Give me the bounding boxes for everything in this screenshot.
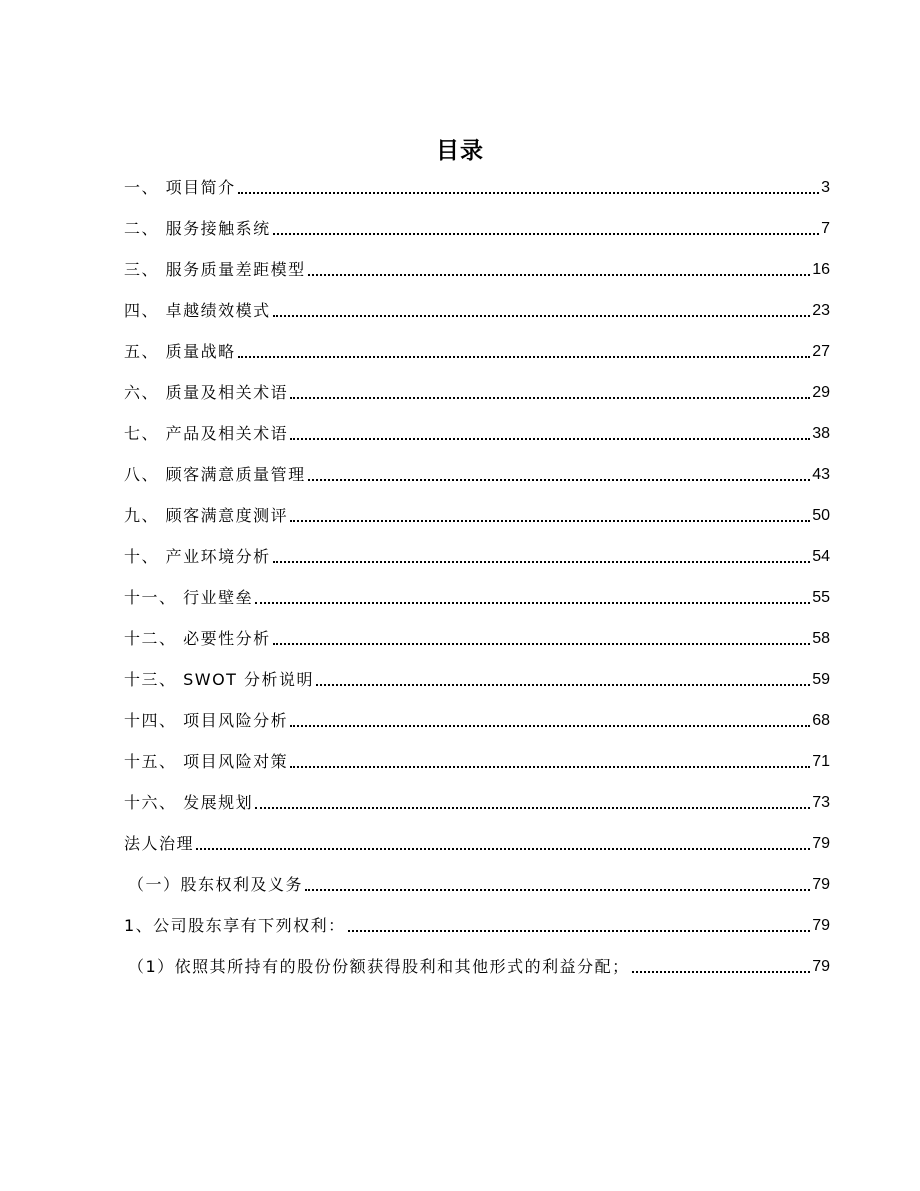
toc-entry[interactable] bbox=[124, 209, 830, 245]
toc-entry[interactable] bbox=[124, 332, 830, 368]
toc-entry-page: 38 bbox=[812, 425, 830, 442]
toc-entry-label: 1、公司股东享有下列权利： bbox=[124, 916, 346, 935]
toc-entry-number: 五、 bbox=[124, 342, 166, 361]
toc-entry-page: 71 bbox=[812, 753, 830, 770]
toc-entry[interactable] bbox=[124, 660, 830, 696]
toc-entry-label: 项目风险分析 bbox=[183, 711, 289, 730]
dot-leader bbox=[196, 847, 810, 850]
toc-entry-label: SWOT 分析说明 bbox=[183, 670, 315, 689]
toc-entry[interactable] bbox=[124, 701, 830, 737]
toc-entry-number: 十四、 bbox=[124, 711, 184, 730]
dot-leader bbox=[273, 232, 819, 235]
toc-entry-label: 服务接触系统 bbox=[165, 219, 271, 238]
toc-entry-page: 59 bbox=[812, 671, 830, 688]
toc-entry[interactable] bbox=[124, 414, 830, 450]
toc-entry-number: 四、 bbox=[124, 301, 166, 320]
toc-entry-label: （一）股东权利及义务 bbox=[128, 875, 304, 894]
document-title: 目录 bbox=[436, 138, 484, 165]
toc-entry-page: 55 bbox=[812, 589, 830, 606]
dot-leader bbox=[273, 560, 811, 563]
toc-entry-label: 必要性分析 bbox=[183, 629, 271, 648]
toc-entry[interactable] bbox=[124, 824, 830, 860]
dot-leader bbox=[290, 396, 810, 399]
toc-entry-number: 十一、 bbox=[124, 588, 184, 607]
toc-entry-number: 六、 bbox=[124, 383, 166, 402]
toc-entry-label: （1）依照其所持有的股份份额获得股利和其他形式的利益分配； bbox=[128, 957, 630, 976]
toc-entry-number: 二、 bbox=[124, 219, 166, 238]
toc-entry-page: 50 bbox=[812, 507, 830, 524]
toc-entry-page: 58 bbox=[812, 630, 830, 647]
toc-entry[interactable] bbox=[124, 496, 830, 532]
dot-leader bbox=[632, 970, 811, 973]
dot-leader bbox=[290, 765, 810, 768]
dot-leader bbox=[308, 273, 811, 276]
toc-entry[interactable] bbox=[124, 537, 830, 573]
toc-entry-label: 法人治理 bbox=[124, 834, 195, 853]
toc-entry-label: 产品及相关术语 bbox=[165, 424, 289, 443]
toc-entry-number: 八、 bbox=[124, 465, 166, 484]
toc-entry-page: 29 bbox=[812, 384, 830, 401]
toc-entry-number: 三、 bbox=[124, 260, 166, 279]
toc-entry[interactable] bbox=[128, 865, 830, 901]
toc-entry-label: 发展规划 bbox=[183, 793, 254, 812]
dot-leader bbox=[255, 601, 810, 604]
toc-entry-number: 十六、 bbox=[124, 793, 184, 812]
toc-entry[interactable] bbox=[124, 250, 830, 286]
dot-leader bbox=[290, 724, 810, 727]
toc-entry[interactable] bbox=[124, 742, 830, 778]
toc-entry-label: 卓越绩效模式 bbox=[165, 301, 271, 320]
toc-entry-label: 质量及相关术语 bbox=[165, 383, 289, 402]
dot-leader bbox=[255, 806, 810, 809]
toc-entry[interactable] bbox=[124, 455, 830, 491]
toc-entry-number: 十三、 bbox=[124, 670, 184, 689]
toc-entry-page: 79 bbox=[812, 835, 830, 852]
dot-leader bbox=[305, 888, 810, 891]
toc-entry-page: 68 bbox=[812, 712, 830, 729]
dot-leader bbox=[238, 191, 819, 194]
toc-entry-page: 27 bbox=[812, 343, 830, 360]
toc-entry-label: 行业壁垒 bbox=[183, 588, 254, 607]
toc-entry-page: 7 bbox=[821, 220, 830, 237]
toc-entry[interactable] bbox=[124, 619, 830, 655]
toc-entry[interactable] bbox=[128, 947, 830, 983]
toc-entry-number: 七、 bbox=[124, 424, 166, 443]
toc-entry-page: 3 bbox=[821, 179, 830, 196]
toc-entry-page: 79 bbox=[812, 958, 830, 975]
dot-leader bbox=[308, 478, 811, 481]
dot-leader bbox=[290, 519, 810, 522]
toc-entry[interactable] bbox=[124, 373, 830, 409]
toc-entry-number: 一、 bbox=[124, 178, 166, 197]
toc-entry[interactable] bbox=[124, 291, 830, 327]
toc-entry[interactable] bbox=[124, 906, 830, 942]
dot-leader bbox=[290, 437, 810, 440]
toc-entry-label: 服务质量差距模型 bbox=[165, 260, 306, 279]
toc-entry[interactable] bbox=[124, 578, 830, 614]
toc-entry-number: 十二、 bbox=[124, 629, 184, 648]
toc-entry-page: 43 bbox=[812, 466, 830, 483]
toc-entry-page: 23 bbox=[812, 302, 830, 319]
toc-entry[interactable] bbox=[124, 168, 830, 204]
toc-entry-page: 73 bbox=[812, 794, 830, 811]
toc-entry-page: 79 bbox=[812, 917, 830, 934]
toc-entry-page: 16 bbox=[812, 261, 830, 278]
dot-leader bbox=[348, 929, 811, 932]
toc-entry[interactable] bbox=[124, 783, 830, 819]
dot-leader bbox=[238, 355, 811, 358]
toc-entry-page: 79 bbox=[812, 876, 830, 893]
dot-leader bbox=[316, 683, 810, 686]
toc-entry-number: 十、 bbox=[124, 547, 166, 566]
toc-entry-label: 顾客满意度测评 bbox=[165, 506, 289, 525]
dot-leader bbox=[273, 314, 811, 317]
toc-entry-label: 产业环境分析 bbox=[165, 547, 271, 566]
toc-entry-label: 质量战略 bbox=[165, 342, 236, 361]
toc-entry-label: 项目简介 bbox=[165, 178, 236, 197]
toc-entry-label: 顾客满意质量管理 bbox=[165, 465, 306, 484]
toc-entry-label: 项目风险对策 bbox=[183, 752, 289, 771]
toc-entry-number: 九、 bbox=[124, 506, 166, 525]
dot-leader bbox=[273, 642, 811, 645]
toc-entry-number: 十五、 bbox=[124, 752, 184, 771]
toc-entry-page: 54 bbox=[812, 548, 830, 565]
